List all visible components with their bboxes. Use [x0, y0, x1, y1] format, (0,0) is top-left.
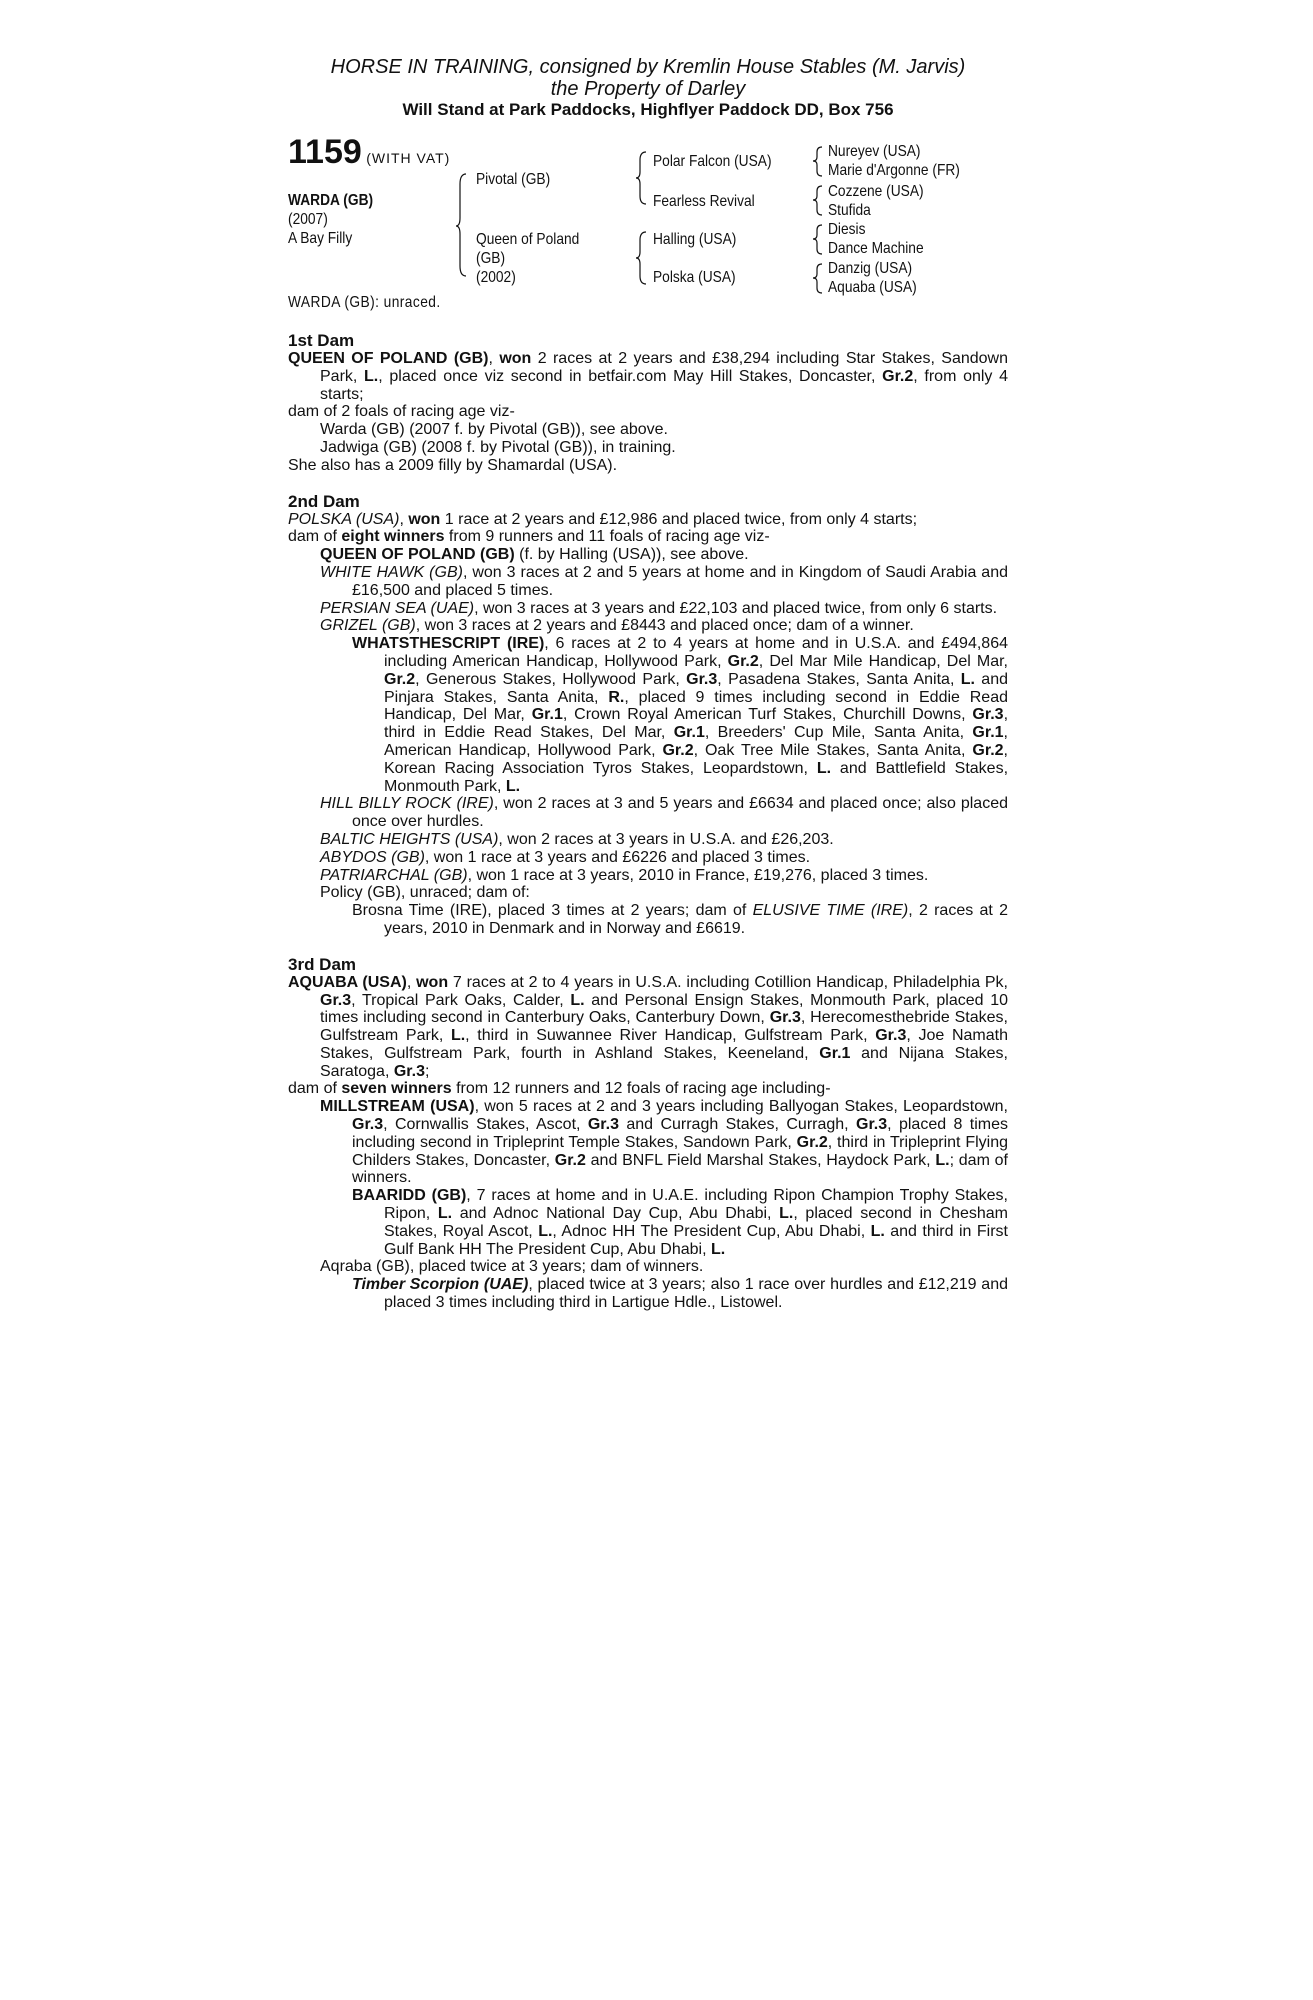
dam2-produce-8 — [288, 867, 1008, 885]
text-run: Gr.3 — [856, 1116, 888, 1134]
text-run: , — [399, 510, 409, 528]
text-run: Gr.2 — [882, 367, 914, 385]
text-run: BALTIC HEIGHTS (USA) — [320, 830, 499, 848]
text-run: ELUSIVE TIME (IRE) — [752, 902, 909, 920]
text-run: , Korean Racing Association Tyros Stakes, Leopardstown, — [384, 741, 1008, 777]
text-run: L. — [437, 1205, 453, 1223]
lot-number-value: 1159 — [288, 133, 362, 171]
text-run: , third in Tripleprint Flying Childers Stakes, Doncaster, — [352, 1133, 1008, 1169]
dam3-record — [288, 974, 1008, 1081]
text-run: Gr.2 — [662, 741, 694, 759]
text-run: (f. by Halling (USA)), see above. — [514, 546, 749, 564]
text-run: QUEEN OF POLAND (GB) — [288, 350, 489, 367]
horse-description: A Bay Filly — [288, 230, 353, 247]
text-run: R. — [608, 688, 625, 706]
text-run: Gr.1 — [531, 706, 563, 724]
dam-sire-dam: Dance Machine — [828, 240, 924, 257]
text-run: and Curragh Stakes, Curragh, — [618, 1116, 856, 1134]
dam2-produce-4 — [288, 617, 1008, 635]
text-run: , Oak Tree Mile Stakes, Santa Anita, — [693, 741, 973, 759]
text-run: Gr.3 — [769, 1009, 801, 1027]
text-run: , from only 4 starts; — [320, 367, 1009, 403]
text-run: and Battlefield Stakes, Monmouth Park, — [384, 759, 1009, 795]
sire-sire-sire: Nureyev (USA) — [828, 143, 921, 160]
dam1-record — [288, 350, 1008, 403]
text-run: L. — [870, 1222, 885, 1240]
text-run: , 6 races at 2 to 4 years at home and in U.S.A. and £494,864 including American Handicap, Hollywood Park, — [384, 635, 1008, 670]
text-run: , won 3 races at 2 and 5 years at home and in Kingdom of Saudi Arabia and £16,500 and placed 5 times. — [352, 563, 1009, 599]
text-run: HILL BILLY ROCK (IRE) — [320, 795, 494, 813]
text-run: , won 3 races at 2 years and £8443 and placed once; dam of a winner. — [415, 617, 914, 635]
horse-year: (2007) — [288, 211, 328, 228]
text-run: Gr.3 — [875, 1027, 907, 1045]
text-run: and Pinjara Stakes, Santa Anita, — [384, 670, 1008, 706]
text-run: , placed 8 times including second in Tripleprint Temple Stakes, Sandown Park, — [352, 1116, 1008, 1151]
text-run: , third in Suwannee River Handicap, Gulfstream Park, — [465, 1027, 876, 1045]
dam2-produce-2 — [288, 564, 1008, 600]
dam3-grandproduce-1 — [288, 1187, 1008, 1258]
dam3-produce-2: Aqraba (GB), placed twice at 3 years; dam of winners. — [320, 1258, 704, 1276]
text-run: Gr.2 — [554, 1151, 586, 1169]
text-run: Gr.3 — [320, 991, 352, 1009]
text-run: Gr.3 — [393, 1062, 425, 1080]
horse-info — [288, 191, 426, 248]
dam-sire: Halling (USA) — [653, 231, 737, 248]
dam2-produce-7 — [288, 849, 1008, 867]
dam2-produce-3 — [288, 600, 1008, 618]
text-run: , Crown Royal American Turf Stakes, Churchill Downs, — [562, 706, 973, 724]
text-run: L. — [505, 777, 521, 795]
text-run: Gr.1 — [972, 724, 1004, 742]
dam3-produce-intro — [288, 1080, 1008, 1098]
dam2-produce-9: Policy (GB), unraced; dam of: — [320, 884, 530, 902]
sire: Pivotal (GB) — [476, 171, 551, 188]
bracket-dam — [636, 228, 654, 292]
dam2-produce-5 — [288, 795, 1008, 831]
text-run: , American Handicap, Hollywood Park, — [384, 724, 1008, 759]
bracket-sd — [812, 182, 828, 222]
text-run: won — [408, 510, 441, 528]
sire-dam-sire: Cozzene (USA) — [828, 183, 924, 200]
text-run: and Adnoc National Day Cup, Abu Dhabi, — [452, 1205, 780, 1223]
dam-line2: (GB) — [476, 250, 506, 267]
text-run: Gr.3 — [587, 1116, 619, 1134]
dam-dam-sire: Danzig (USA) — [828, 260, 913, 277]
text-run: QUEEN OF POLAND (GB) — [320, 546, 515, 564]
text-run: L. — [570, 991, 585, 1009]
text-run: L. — [711, 1240, 726, 1258]
text-run: , 2 races at 2 years, 2010 in Denmark and in Norway and £6619. — [384, 902, 1008, 937]
text-run: , won 3 races at 3 years and £22,103 and placed twice, from only 6 starts. — [474, 599, 998, 617]
text-run: Gr.1 — [819, 1044, 851, 1062]
text-run: and third in First Gulf Bank HH The President Cup, Abu Dhabi, — [384, 1222, 1008, 1258]
text-run: ABYDOS (GB) — [320, 848, 425, 866]
dam-dam-dam: Aquaba (USA) — [828, 279, 917, 296]
dam2-grandproduce-1 — [288, 635, 1008, 795]
text-run: MILLSTREAM (USA) — [320, 1098, 475, 1116]
text-run: , — [488, 350, 500, 367]
text-run: Brosna Time (IRE), placed 3 times at 2 years; dam of — [352, 902, 753, 920]
text-run: , placed twice at 3 years; also 1 race over hurdles and £12,219 and placed 3 times including third in Lartigue Hdle., Listowel. — [384, 1276, 1008, 1312]
text-run: Gr.3 — [352, 1116, 384, 1134]
text-run: dam of — [288, 528, 342, 546]
dam2-produce-6 — [288, 831, 1008, 849]
text-run: L. — [816, 759, 832, 777]
dam3-grandproduce-2 — [288, 1276, 1008, 1312]
dam1-foal-1: Warda (GB) (2007 f. by Pivotal (GB)), see above. — [320, 421, 668, 439]
dam1-foals-intro: dam of 2 foals of racing age viz- — [288, 403, 515, 421]
sire-dam: Fearless Revival — [653, 193, 755, 210]
dam2-record — [288, 511, 1008, 529]
text-run: and Nijana Stakes, Saratoga, — [320, 1044, 1008, 1080]
dam2-produce-1 — [288, 546, 1008, 564]
dam-dam: Polska (USA) — [653, 269, 736, 286]
dam-line3: (2002) — [476, 269, 516, 286]
text-run: , — [406, 973, 417, 991]
text-run: POLSKA (USA) — [288, 510, 400, 528]
text-run: , won 1 race at 3 years and £6226 and placed 3 times. — [424, 848, 811, 866]
text-run: 7 races at 2 to 4 years in U.S.A. including Cotillion Handicap, Philadelphia Pk, — [448, 973, 1008, 991]
text-run: and Personal Ensign Stakes, Monmouth Park, placed 10 times including second in Canterbury Oaks, Canterbury Down, — [320, 991, 1009, 1027]
section-title-3rd-dam: 3rd Dam — [288, 954, 357, 974]
sire-sire: Polar Falcon (USA) — [653, 153, 772, 170]
header-consignor: HORSE IN TRAINING, consigned by Kremlin House Stables (M. Jarvis) — [330, 56, 966, 78]
dam-line1: Queen of Poland — [476, 231, 580, 248]
bracket-dd — [812, 260, 828, 300]
text-run: , Adnoc HH The President Cup, Abu Dhabi, — [552, 1222, 871, 1240]
text-run: seven winners — [341, 1080, 452, 1098]
dam1-foal-2: Jadwiga (GB) (2008 f. by Pivotal (GB)), in training. — [320, 438, 676, 456]
text-run: L. — [935, 1151, 950, 1169]
section-title-2nd-dam: 2nd Dam — [288, 491, 360, 511]
bracket-sire — [636, 148, 654, 212]
header-property: the Property of Darley — [550, 78, 746, 100]
text-run: Gr.3 — [686, 670, 718, 688]
text-run: dam of — [288, 1080, 342, 1098]
text-run: , Cornwallis Stakes, Ascot, — [383, 1116, 588, 1134]
text-run: L. — [779, 1205, 794, 1223]
text-run: , won 2 races at 3 and 5 years and £6634 and placed once; also placed once over hurdles. — [352, 795, 1008, 831]
text-run: , Generous Stakes, Hollywood Park, — [415, 670, 687, 688]
text-run: PATRIARCHAL (GB) — [320, 866, 468, 884]
text-run: Gr.1 — [673, 724, 705, 742]
text-run: , won 2 races at 3 years in U.S.A. and £26,203. — [498, 830, 834, 848]
dam2-grandproduce-2 — [288, 902, 1008, 938]
text-run: L. — [538, 1222, 553, 1240]
horse-name: WARDA (GB) — [288, 192, 374, 209]
text-run: , Pasadena Stakes, Santa Anita, — [717, 670, 961, 688]
text-run: , placed 9 times including second in Eddie Read Handicap, Del Mar, — [384, 688, 1008, 724]
text-run: from 9 runners and 11 foals of racing age viz- — [444, 528, 770, 546]
text-run: won — [416, 973, 449, 991]
text-run: WHITE HAWK (GB) — [320, 563, 463, 581]
dam-sire-sire: Diesis — [828, 221, 866, 238]
section-title-1st-dam: 1st Dam — [288, 331, 355, 350]
text-run: Gr.2 — [727, 652, 759, 670]
text-run: L. — [960, 670, 975, 688]
text-run: 1 race at 2 years and £12,986 and placed twice, from only 4 starts; — [440, 510, 918, 528]
dam-section-1 — [288, 314, 1008, 1312]
text-run: , placed once viz second in betfair.com May Hill Stakes, Doncaster, — [378, 367, 883, 385]
text-run: , Del Mar Mile Handicap, Del Mar, — [758, 652, 1008, 670]
text-run: Gr.2 — [972, 741, 1004, 759]
text-run: Gr.2 — [796, 1133, 828, 1151]
page-header — [288, 56, 1008, 120]
text-run: , Herecomesthebride Stakes, Gulfstream Park, — [320, 1009, 1008, 1045]
text-run: , won 5 races at 2 and 3 years including Ballyogan Stakes, Leopardstown, — [474, 1098, 1008, 1116]
text-run: GRIZEL (GB) — [320, 617, 416, 635]
sire-sire-dam: Marie d'Argonne (FR) — [828, 162, 960, 179]
text-run: L. — [364, 367, 379, 385]
text-run: BAARIDD (GB) — [352, 1187, 467, 1205]
text-run: PERSIAN SEA (UAE) — [320, 599, 475, 617]
dam3-produce-1 — [288, 1098, 1008, 1187]
dam1-note: She also has a 2009 filly by Shamardal (USA). — [288, 456, 618, 474]
text-run: L. — [450, 1027, 466, 1045]
text-run: , Joe Namath Stakes, Gulfstream Park, fourth in Ashland Stakes, Keeneland, — [320, 1027, 1009, 1062]
text-run: Gr.3 — [972, 706, 1004, 724]
bracket-ds — [812, 221, 828, 261]
bracket-gen1 — [456, 166, 476, 286]
text-run: , placed second in Chesham Stakes, Royal Ascot, — [384, 1205, 1009, 1240]
text-run: , third in Eddie Read Stakes, Del Mar, — [384, 706, 1009, 742]
text-run: , Breeders' Cup Mile, Santa Anita, — [704, 724, 973, 742]
text-run: , won 1 race at 3 years, 2010 in France, £19,276, placed 3 times. — [467, 866, 929, 884]
sire-dam-dam: Stufida — [828, 202, 871, 219]
text-run: WHATSTHESCRIPT (IRE) — [352, 635, 545, 653]
text-run: ; dam of winners. — [352, 1151, 1008, 1187]
dam2-produce-intro — [288, 528, 1008, 546]
text-run: , 7 races at home and in U.A.E. including Ripon Champion Trophy Stakes, Ripon, — [384, 1187, 1008, 1223]
text-run: won — [499, 350, 532, 367]
text-run: eight winners — [341, 528, 445, 546]
race-record-summary: WARDA (GB): unraced. — [288, 294, 441, 311]
text-run: Timber Scorpion (UAE) — [352, 1276, 529, 1294]
lot-number — [288, 133, 451, 171]
text-run: from 12 runners and 12 foals of racing age including- — [451, 1080, 831, 1098]
text-run: Gr.2 — [384, 670, 416, 688]
text-run: 2 races at 2 years and £38,294 including Star Stakes, Sandown Park, — [320, 350, 1009, 385]
bracket-ss — [812, 143, 828, 183]
vat-note: (WITH VAT) — [366, 150, 451, 166]
header-location: Will Stand at Park Paddocks, Highflyer Paddock DD, Box 756 — [402, 100, 894, 119]
text-run: , Tropical Park Oaks, Calder, — [351, 991, 571, 1009]
text-run: ; — [424, 1062, 430, 1080]
text-run: and BNFL Field Marshal Stakes, Haydock Park, — [585, 1151, 936, 1169]
text-run: AQUABA (USA) — [288, 973, 407, 991]
